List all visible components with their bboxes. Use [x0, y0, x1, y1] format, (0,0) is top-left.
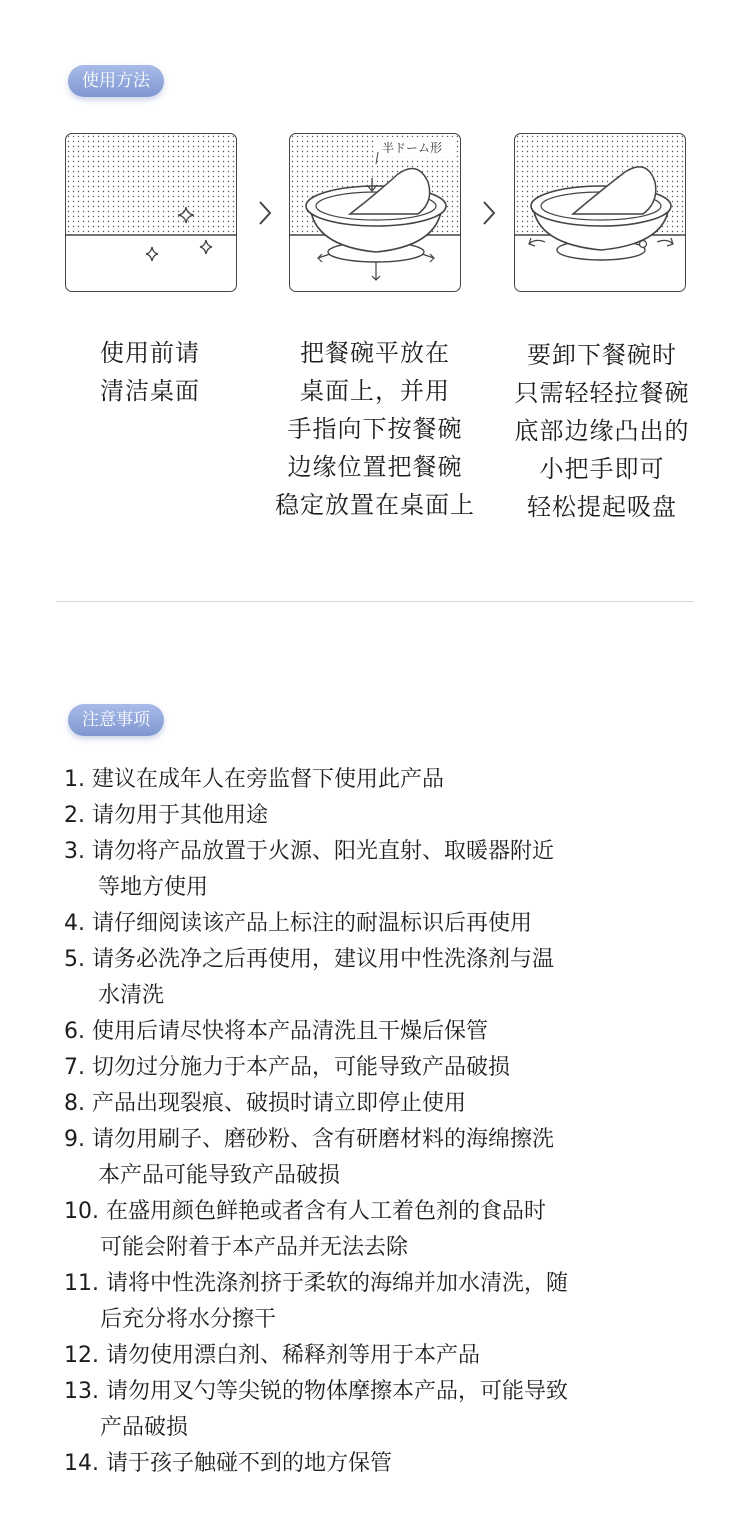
list-item: 6. 使用后请尽快将本产品清洗且干燥后保管 [64, 1019, 489, 1044]
chevron-right-icon [482, 200, 496, 226]
step-1-illustration [65, 133, 237, 292]
list-item: 9. 请勿用刷子、磨砂粉、含有研磨材料的海绵擦洗 本产品可能导致产品破损 [64, 1127, 555, 1188]
list-item: 12. 请勿使用漂白剂、稀释剂等用于本产品 [64, 1343, 481, 1368]
list-item: 7. 切勿过分施力于本产品，可能导致产品破损 [64, 1055, 511, 1080]
list-item: 10. 在盛用颜色鲜艳或者含有人工着色剂的食品时 可能会附着于本产品并无法去除 [64, 1199, 547, 1260]
list-item: 1. 建议在成年人在旁监督下使用此产品 [64, 767, 445, 792]
svg-text:半ドーム形: 半ドーム形 [382, 141, 443, 155]
list-item: 14. 请于孩子触碰不到的地方保管 [64, 1451, 393, 1476]
list-item: 2. 请勿用于其他用途 [64, 803, 269, 828]
list-item: 8. 产品出现裂痕、破损时请立即停止使用 [64, 1091, 467, 1116]
notes-section-label: 注意事项 [68, 704, 164, 736]
step-2-illustration [289, 133, 461, 292]
section-divider [56, 601, 694, 602]
step-3-illustration [514, 133, 686, 292]
step-1-description: 使用前请 清洁桌面 [100, 339, 200, 405]
list-item: 5. 请务必洗净之后再使用，建议用中性洗涤剂与温 水清洗 [64, 947, 555, 1008]
step-2-description: 把餐碗平放在 桌面上，并用 手指向下按餐碗 边缘位置把餐碗 稳定放置在桌面上 [275, 339, 475, 519]
chevron-right-icon [258, 200, 272, 226]
usage-section-label: 使用方法 [68, 65, 164, 97]
list-item: 4. 请仔细阅读该产品上标注的耐温标识后再使用 [64, 911, 533, 936]
step-3-description: 要卸下餐碗时 只需轻轻拉餐碗 底部边缘凸出的 小把手即可 轻松提起吸盘 [514, 341, 690, 521]
list-item: 11. 请将中性洗涤剂挤于柔软的海绵并加水清洗，随 后充分将水分擦干 [64, 1271, 569, 1332]
list-item: 13. 请勿用叉勺等尖锐的物体摩擦本产品，可能导致 产品破损 [64, 1379, 569, 1440]
list-item: 3. 请勿将产品放置于火源、阳光直射、取暖器附近 等地方使用 [64, 839, 555, 900]
notes-list [64, 762, 714, 1482]
